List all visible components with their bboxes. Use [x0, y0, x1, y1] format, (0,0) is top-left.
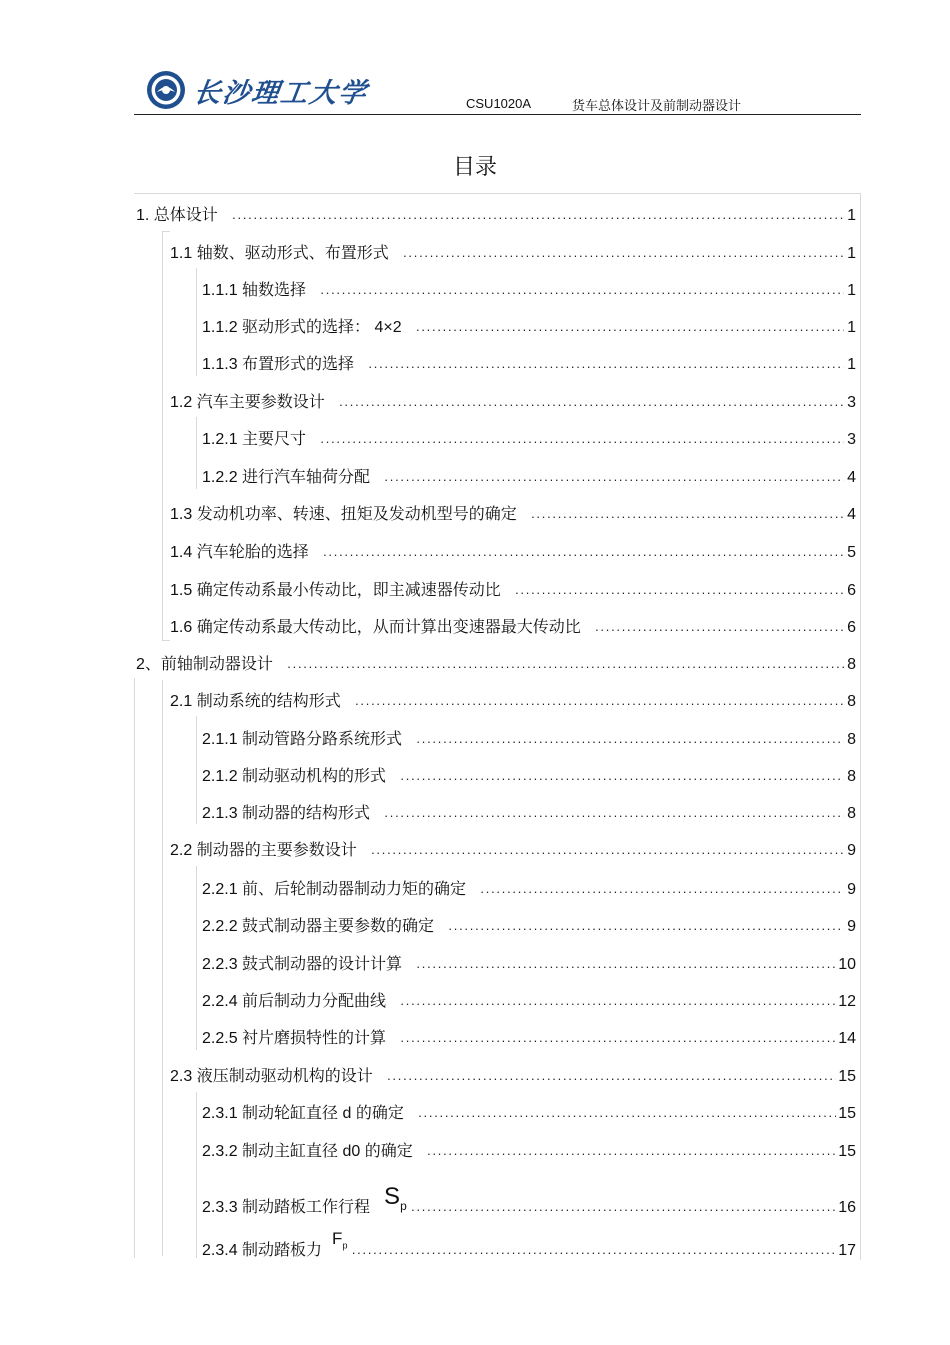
toc-leader-dots: [320, 285, 844, 300]
toc-entry-page: 9: [847, 918, 856, 935]
toc-entry[interactable]: [202, 1135, 856, 1161]
toc-entry[interactable]: [202, 311, 856, 337]
toc-entry-page: 12: [838, 993, 856, 1010]
toc-entry-page: 1: [847, 207, 856, 224]
toc-title: 目录: [452, 155, 497, 180]
toc-entry-page: 4: [847, 469, 856, 486]
toc-entry-label: 2.3.1 制动轮缸直径 d 的确定: [202, 1105, 404, 1122]
toc-entry-page: 15: [838, 1105, 856, 1122]
toc-leader-dots: [416, 959, 836, 974]
toc-entry-label: 2.1.1 制动管路分路系统形式: [202, 731, 403, 748]
toc-entry-page: 15: [838, 1143, 856, 1160]
toc-entry[interactable]: [202, 274, 856, 300]
toc-entry-page: 9: [847, 881, 856, 898]
guide-line: [196, 417, 197, 489]
toc-entry[interactable]: [202, 985, 856, 1011]
toc-entry[interactable]: [170, 237, 856, 263]
toc-entry-page: 8: [847, 656, 856, 673]
toc-entry[interactable]: [202, 797, 856, 823]
guide-line: [162, 640, 170, 641]
toc-entry[interactable]: [202, 423, 856, 449]
toc-leader-dots: [403, 248, 844, 263]
toc-leader-dots: [384, 808, 844, 823]
guide-line: [196, 866, 197, 1050]
guide-line: [134, 193, 861, 194]
toc-leader-dots: [323, 547, 844, 562]
pedal-force-symbol: $F_p$: [332, 1228, 348, 1250]
toc-leader-dots: [418, 1108, 836, 1123]
toc-entry-label: 1.2.1 主要尺寸: [202, 431, 307, 448]
document-title: 货车总体设计及前制动器设计: [572, 98, 742, 113]
toc-entry-page: 1: [847, 356, 856, 373]
toc-entry-page: 5: [847, 544, 856, 561]
toc-entry[interactable]: [136, 648, 856, 674]
toc-entry-page: 3: [847, 431, 856, 448]
toc-entry-label: 2.1 制动系统的结构形式: [170, 693, 341, 710]
toc-entry-label: 1.1.1 轴数选择: [202, 282, 307, 299]
document-code: CSU1020A: [466, 96, 532, 111]
toc-entry-page: 16: [838, 1199, 856, 1216]
toc-entry-page: 17: [838, 1242, 856, 1259]
toc-entry[interactable]: [202, 461, 856, 487]
toc-entry-label: 1.1 轴数、驱动形式、布置形式: [170, 245, 389, 262]
toc-entry-page: 10: [838, 956, 856, 973]
toc-entry-label: 1. 总体设计: [136, 207, 218, 224]
guide-line: [134, 678, 135, 1258]
toc-entry[interactable]: [202, 948, 856, 974]
toc-entry[interactable]: [170, 834, 856, 860]
toc-entry-page: 4: [847, 506, 856, 523]
toc-entry-page: 1: [847, 319, 856, 336]
toc-entry-label: 2.2.2 鼓式制动器主要参数的确定: [202, 918, 435, 935]
guide-line: [860, 193, 861, 1260]
toc-entry-label: 1.2 汽车主要参数设计: [170, 394, 325, 411]
toc-entry[interactable]: [202, 1097, 856, 1123]
toc-entry-label: 1.4 汽车轮胎的选择: [170, 544, 309, 561]
toc-leader-dots: [448, 921, 844, 936]
toc-entry[interactable]: [170, 536, 856, 562]
toc-entry[interactable]: [170, 685, 856, 711]
university-seal-icon: [146, 70, 186, 110]
toc-entry-page: 3: [847, 394, 856, 411]
toc-entry[interactable]: [202, 1183, 856, 1217]
toc-entry[interactable]: [202, 348, 856, 374]
toc-leader-dots: [371, 845, 844, 860]
toc-leader-dots: [368, 359, 844, 374]
toc-entry-label: 1.2.2 进行汽车轴荷分配: [202, 469, 371, 486]
toc-entry-label: 2.3.2 制动主缸直径 d0 的确定: [202, 1143, 413, 1160]
toc-entry-label: 2、前轴制动器设计: [136, 656, 273, 673]
toc-entry[interactable]: [202, 873, 856, 899]
toc-entry-page: 6: [847, 582, 856, 599]
guide-line: [196, 268, 197, 376]
toc-entry[interactable]: [170, 1060, 856, 1086]
toc-entry-page: 6: [847, 619, 856, 636]
toc-leader-dots: [400, 1033, 836, 1048]
toc-leader-dots: [416, 322, 844, 337]
toc-entry-label: 2.2.4 前后制动力分配曲线: [202, 993, 387, 1010]
toc-entry[interactable]: [202, 1228, 856, 1260]
toc-entry-label: 1.3 发动机功率、转速、扭矩及发动机型号的确定: [170, 506, 517, 523]
toc-leader-dots: [320, 434, 844, 449]
guide-line: [196, 716, 197, 824]
university-name-logotype: 长沙理工大学: [191, 77, 370, 109]
toc-leader-dots: [384, 472, 844, 487]
university-logo: [146, 68, 368, 112]
toc-entry-label: 2.2 制动器的主要参数设计: [170, 842, 357, 859]
toc-leader-dots: [595, 622, 844, 637]
toc-entry[interactable]: [170, 574, 856, 600]
toc-entry-page: 1: [847, 245, 856, 262]
toc-entry-label: 1.1.3 布置形式的选择: [202, 356, 355, 373]
toc-entry[interactable]: [170, 611, 856, 637]
toc-leader-dots: [232, 210, 844, 225]
toc-entry-page: 8: [847, 768, 856, 785]
toc-entry-page: 8: [847, 693, 856, 710]
toc-entry-label: 2.2.1 前、后轮制动器制动力矩的确定: [202, 881, 467, 898]
toc-leader-dots: [531, 509, 844, 524]
toc-entry-page: 8: [847, 805, 856, 822]
toc-entry-page: 1: [847, 282, 856, 299]
toc-entry[interactable]: [170, 386, 856, 412]
toc-leader-dots: [411, 1202, 836, 1217]
toc-entry-label: 2.3.3 制动踏板工作行程: [202, 1199, 371, 1216]
toc-entry[interactable]: [202, 760, 856, 786]
toc-entry-label: 1.5 确定传动系最小传动比，即主减速器传动比: [170, 582, 501, 599]
toc-entry-label: 2.3.4 制动踏板力: [202, 1242, 323, 1259]
toc-leader-dots: [480, 884, 844, 899]
toc-entry-label: 2.2.5 衬片磨损特性的计算: [202, 1030, 387, 1047]
toc-leader-dots: [355, 696, 844, 711]
toc-entry[interactable]: [136, 199, 856, 225]
toc-entry-label: 2.1.2 制动驱动机构的形式: [202, 768, 387, 785]
toc-leader-dots: [287, 659, 844, 674]
toc-leader-dots: [387, 1071, 837, 1086]
toc-leader-dots: [351, 1245, 836, 1260]
toc-entry-page: 9: [847, 842, 856, 859]
toc-entry-label: 1.1.2 驱动形式的选择： 4×2: [202, 319, 402, 336]
toc-leader-dots: [339, 397, 844, 412]
toc-entry[interactable]: [202, 723, 856, 749]
guide-line: [162, 231, 170, 232]
toc-leader-dots: [400, 771, 844, 786]
guide-line: [196, 1092, 197, 1258]
toc-entry-page: 15: [838, 1068, 856, 1085]
guide-line: [162, 231, 163, 640]
toc-entry-page: 8: [847, 731, 856, 748]
toc-entry[interactable]: [170, 498, 856, 524]
toc-entry[interactable]: [202, 1022, 856, 1048]
toc-entry-label: 2.2.3 鼓式制动器的设计计算: [202, 956, 403, 973]
pedal-travel-symbol: $S_p$: [384, 1183, 407, 1213]
toc-leader-dots: [515, 585, 844, 600]
toc-leader-dots: [416, 734, 844, 749]
toc-entry[interactable]: [202, 910, 856, 936]
toc-entry-label: 1.6 确定传动系最大传动比，从而计算出变速器最大传动比: [170, 619, 581, 636]
toc-entry-label: 2.3 液压制动驱动机构的设计: [170, 1068, 373, 1085]
guide-line: [162, 680, 163, 1256]
toc-entry-label: 2.1.3 制动器的结构形式: [202, 805, 371, 822]
toc-leader-dots: [427, 1146, 836, 1161]
header-rule: [134, 114, 861, 115]
toc-leader-dots: [400, 996, 836, 1011]
toc-entry-page: 14: [838, 1030, 856, 1047]
